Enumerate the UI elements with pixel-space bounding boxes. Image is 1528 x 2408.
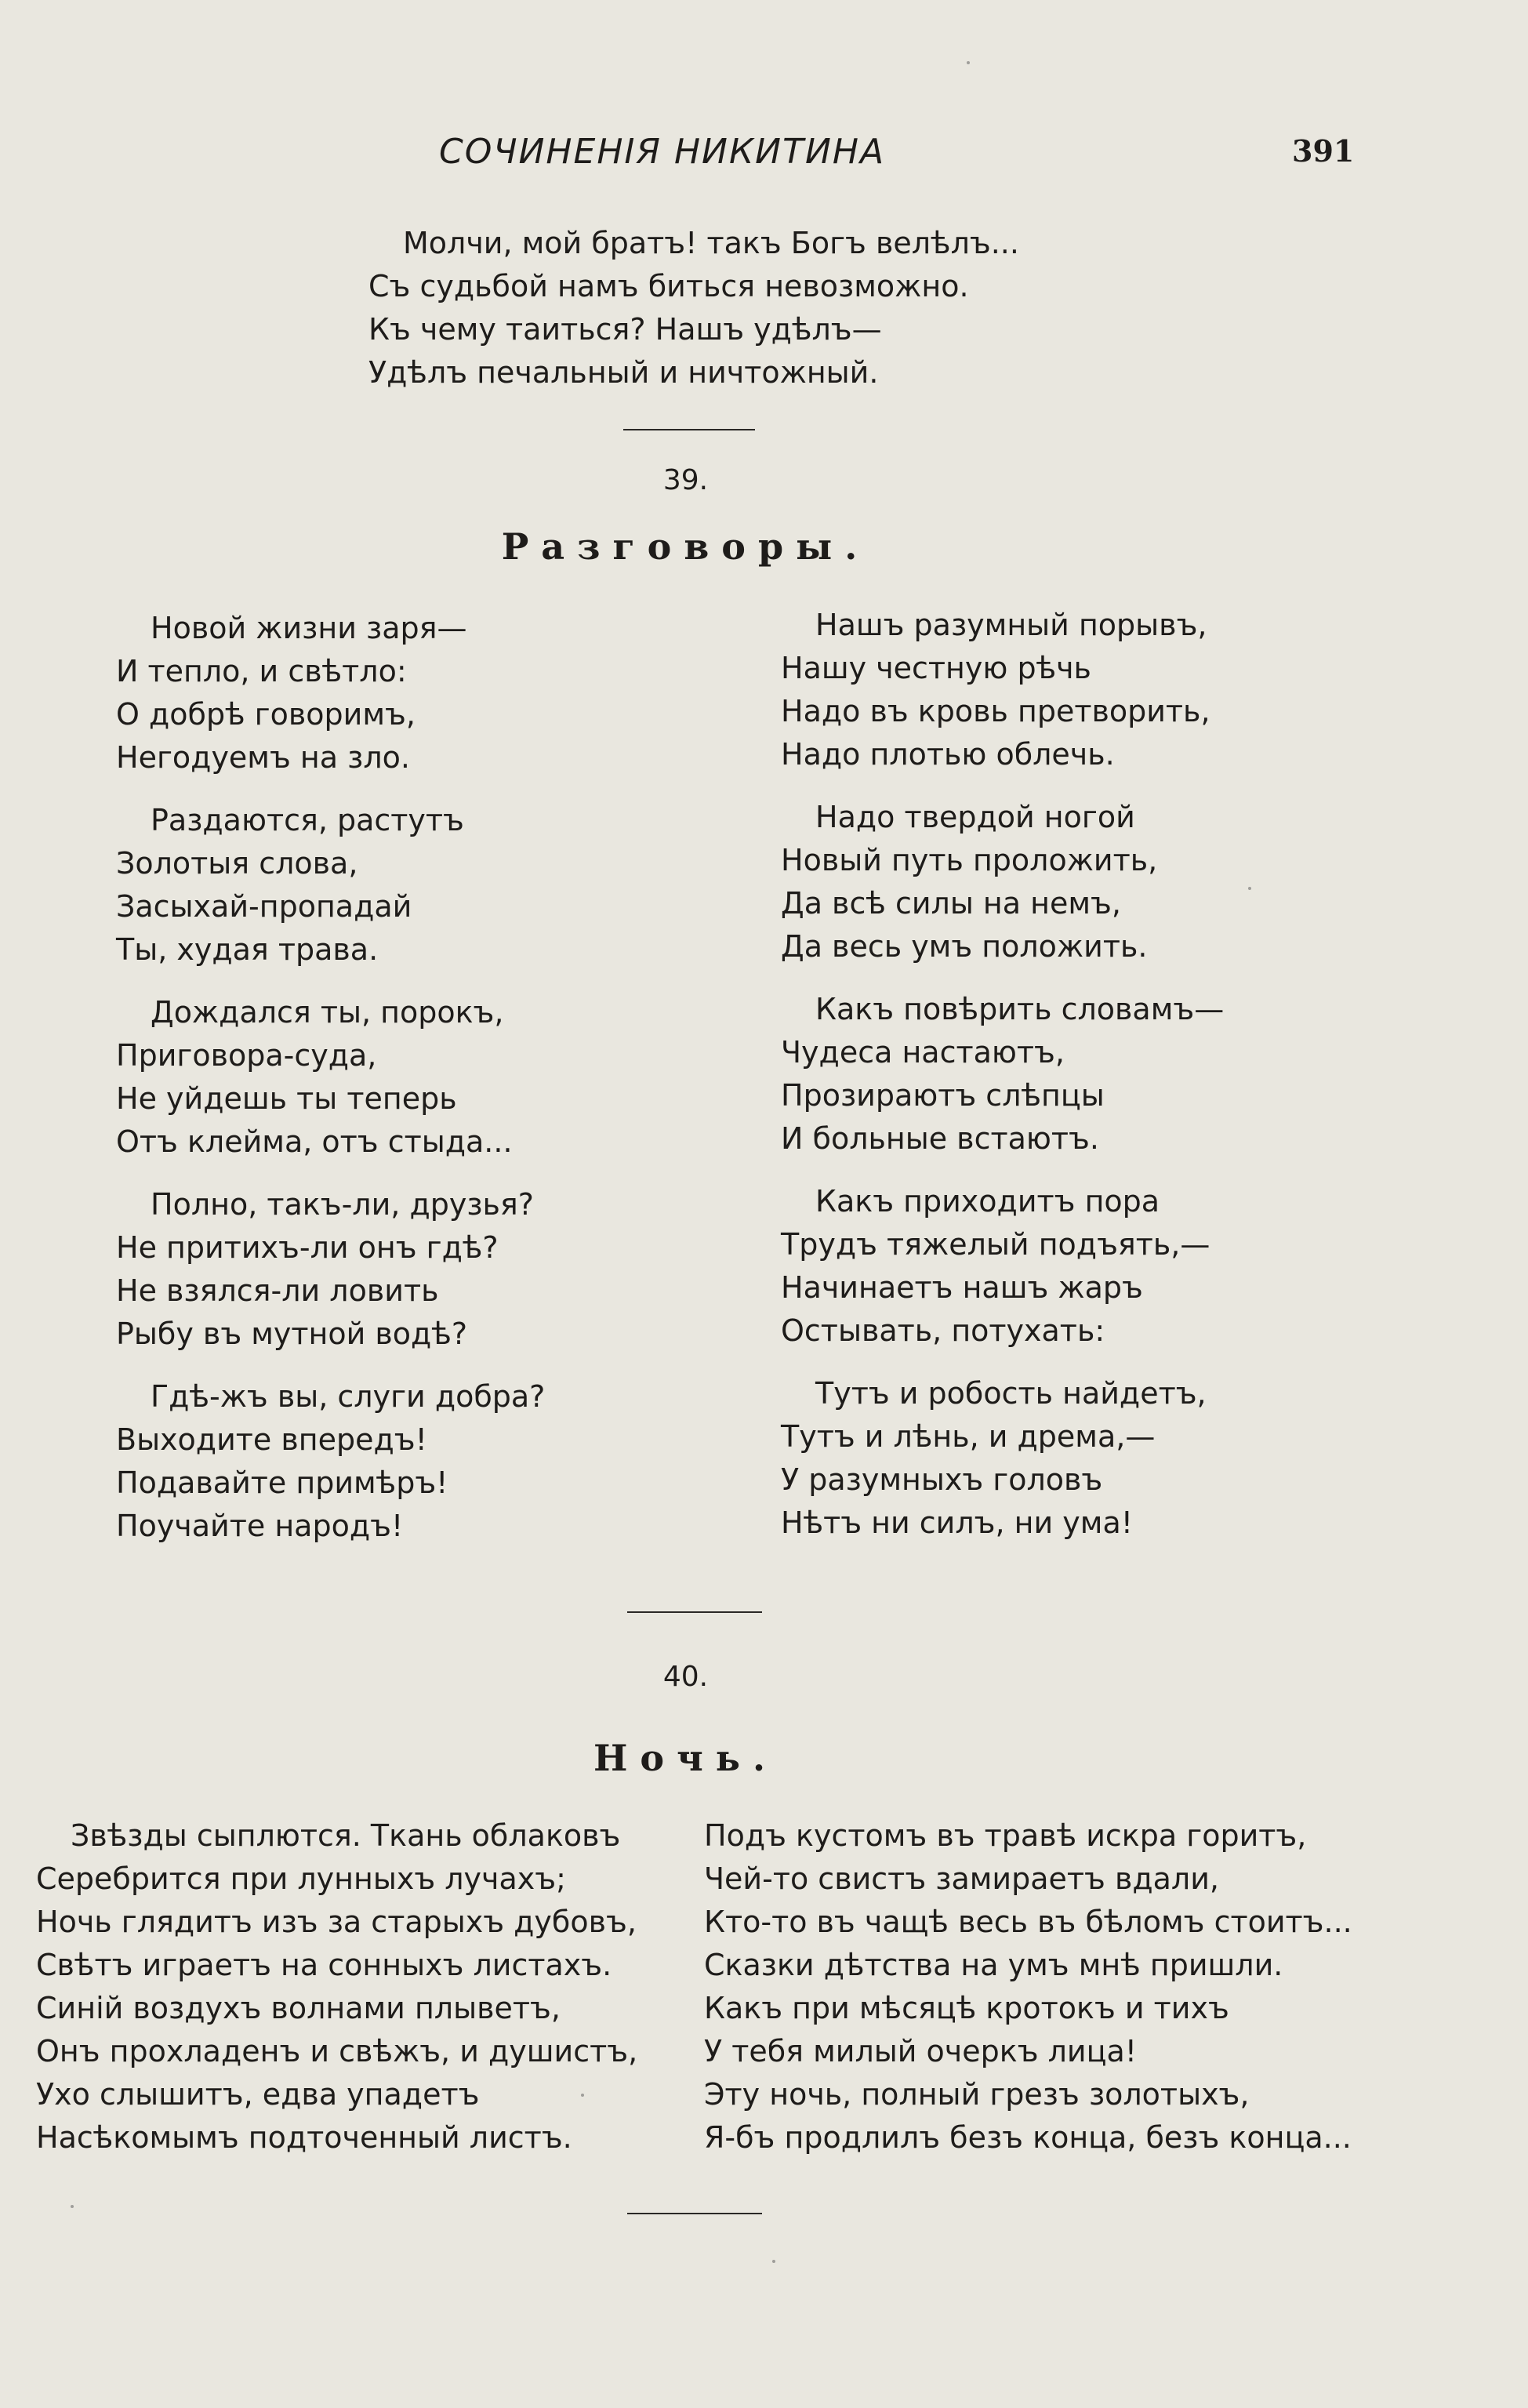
paper-speck (772, 2260, 775, 2263)
poem-left-column (36, 1814, 637, 2159)
verse-line: Нашъ разумный порывъ, (815, 608, 1207, 642)
verse-line: Трудъ тяжелый подъять,— (781, 1227, 1210, 1262)
verse-line: Къ чему таиться? Нашъ удѣлъ— (368, 312, 882, 347)
verse-line: Отъ клейма, отъ стыда... (116, 1124, 513, 1159)
verse-line: Какъ приходитъ пора (815, 1184, 1160, 1219)
previous-poem-ending (368, 222, 1019, 394)
verse-line: Нашу честную рѣчь (781, 651, 1091, 685)
verse-line: Новой жизни заря— (151, 611, 467, 645)
stanza (116, 799, 545, 972)
verse-line: Какъ повѣрить словамъ— (815, 992, 1225, 1026)
poem-right-column (781, 604, 1224, 1564)
verse-line: Кто-то въ чащѣ весь въ бѣломъ стоитъ... (704, 1905, 1352, 1939)
running-head (0, 132, 1528, 179)
stanza (116, 991, 545, 1164)
verse-line: Дождался ты, порокъ, (151, 995, 504, 1030)
verse-line: Засыхай-пропадай (116, 889, 412, 924)
stanza (781, 1372, 1224, 1545)
verse-line: Серебрится при лунныхъ лучахъ; (36, 1861, 566, 1896)
verse-line: Да весь умъ положить. (781, 929, 1148, 964)
verse-line: Сказки дѣтства на умъ мнѣ пришли. (704, 1948, 1283, 1982)
paper-speck (967, 61, 970, 64)
verse-line: Эту ночь, полный грезъ золотыхъ, (704, 2077, 1250, 2112)
poem-title: Разговоры. (501, 525, 870, 568)
poem-number: 39. (662, 464, 709, 496)
paper-speck (581, 2094, 584, 2097)
verse-line: Съ судьбой намъ биться невозможно. (368, 269, 969, 303)
verse-line: Не взялся-ли ловить (116, 1273, 439, 1308)
verse-line: Ты, худая трава. (116, 932, 379, 967)
verse-line: Надо плотью облечь. (781, 737, 1115, 772)
verse-line: Я-бъ продлилъ безъ конца, безъ конца... (704, 2120, 1352, 2155)
verse-line: Золотыя слова, (116, 846, 358, 881)
stanza (781, 1180, 1224, 1353)
verse-line: Не притихъ-ли онъ гдѣ? (116, 1230, 499, 1265)
verse-line: Насѣкомымъ подточенный листъ. (36, 2120, 572, 2155)
section-divider (623, 429, 755, 430)
verse-line: Гдѣ-жъ вы, слуги добра? (151, 1379, 546, 1414)
stanza (781, 988, 1224, 1160)
verse-line: Чудеса настаютъ, (781, 1035, 1065, 1070)
poem-left-column (116, 607, 545, 1567)
running-head-title: СОЧИНЕНІЯ НИКИТИНА (439, 132, 886, 172)
stanza (116, 1183, 545, 1356)
verse-line: Начинаетъ нашъ жаръ (781, 1270, 1143, 1305)
verse-line: Ночь глядитъ изъ за старыхъ дубовъ, (36, 1905, 637, 1939)
verse-line: И больные встаютъ. (781, 1121, 1099, 1156)
verse-line: Да всѣ силы на немъ, (781, 886, 1121, 921)
verse-line: У разумныхъ головъ (781, 1462, 1103, 1497)
page-number: 391 (1292, 133, 1355, 169)
verse-line: Негодуемъ на зло. (116, 740, 410, 775)
verse-line: Звѣзды сыплются. Ткань облаковъ (71, 1818, 621, 1853)
stanza (116, 607, 545, 779)
verse-line: Подъ кустомъ въ травѣ искра горитъ, (704, 1818, 1307, 1853)
verse-line: Онъ прохладенъ и свѣжъ, и душистъ, (36, 2034, 638, 2068)
verse-line: Надо твердой ногой (815, 800, 1135, 834)
verse-line: Тутъ и лѣнь, и дрема,— (781, 1419, 1156, 1454)
verse-line: Удѣлъ печальный и ничтожный. (368, 355, 879, 390)
section-divider (627, 1611, 762, 1613)
verse-line: Выходите впередъ! (116, 1422, 427, 1457)
stanza (116, 1375, 545, 1548)
verse-line: Какъ при мѣсяцѣ кротокъ и тихъ (704, 1991, 1229, 2025)
verse-line: Надо въ кровь претворить, (781, 694, 1210, 728)
paper-speck (1248, 887, 1251, 890)
verse-line: Рыбу въ мутной водѣ? (116, 1317, 468, 1351)
poem-title: Ночь. (593, 1737, 779, 1779)
verse-line: Тутъ и робость найдетъ, (815, 1376, 1207, 1411)
verse-line: Ухо слышитъ, едва упадетъ (36, 2077, 480, 2112)
verse-line: Молчи, мой братъ! такъ Богъ велѣлъ... (403, 226, 1019, 260)
verse-line: Чей-то свистъ замираетъ вдали, (704, 1861, 1219, 1896)
verse-line: Свѣтъ играетъ на сонныхъ листахъ. (36, 1948, 612, 1982)
verse-line: Остывать, потухать: (781, 1313, 1105, 1348)
paper-speck (71, 2205, 74, 2208)
stanza (781, 604, 1224, 776)
verse-line: Прозираютъ слѣпцы (781, 1078, 1105, 1113)
section-divider (627, 2213, 762, 2214)
poem-right-column (704, 1814, 1352, 2159)
verse-line: О добрѣ говоримъ, (116, 697, 416, 732)
verse-line: Синій воздухъ волнами плыветъ, (36, 1991, 561, 2025)
verse-line: Приговора-суда, (116, 1038, 377, 1073)
verse-line: Нѣтъ ни силъ, ни ума! (781, 1505, 1133, 1540)
verse-line: Поучайте народъ! (116, 1509, 404, 1543)
stanza (781, 796, 1224, 968)
verse-line: Не уйдешь ты теперь (116, 1081, 457, 1116)
verse-line: Полно, такъ-ли, друзья? (151, 1187, 534, 1222)
poem-number: 40. (662, 1661, 709, 1693)
verse-line: Подавайте примѣръ! (116, 1466, 448, 1500)
verse-line: У тебя милый очеркъ лица! (704, 2034, 1138, 2068)
verse-line: Новый путь проложить, (781, 843, 1158, 877)
verse-line: И тепло, и свѣтло: (116, 654, 407, 688)
verse-line: Раздаются, растутъ (151, 803, 464, 837)
